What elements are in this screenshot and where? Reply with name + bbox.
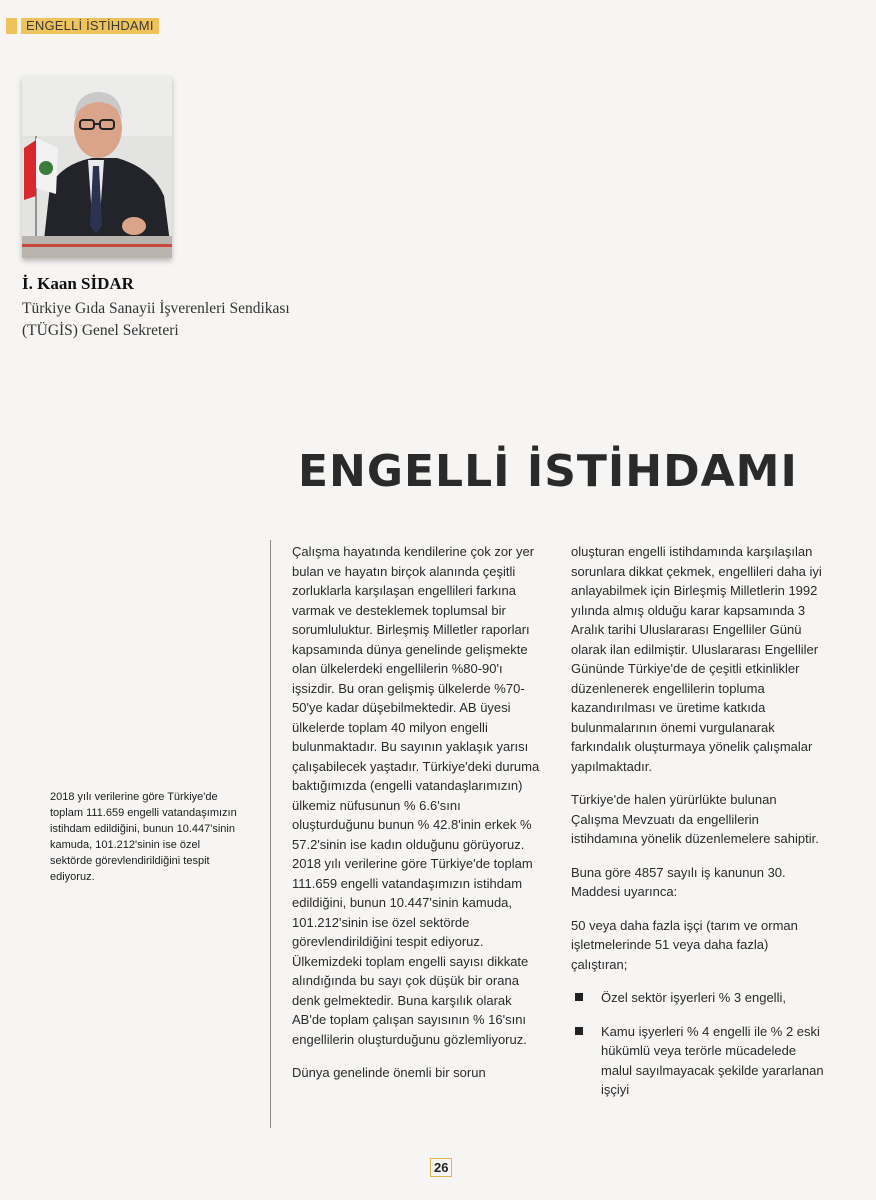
column-2-paragraph-3: Buna göre 4857 sayılı iş kanunun 30. Maddesi uyarınca: <box>571 864 786 899</box>
quota-list-item: Kamu işyerleri % 4 engelli ile % 2 eski hükümlü veya terörle mücadelede malul sayılmayacak şekilde yararlanan işçiyi <box>571 1022 826 1100</box>
author-role <box>22 298 322 342</box>
author-name: İ. Kaan SİDAR <box>22 274 134 293</box>
quota-list <box>571 988 826 1100</box>
article-headline: ENGELLİ İSTİHDAMI <box>298 446 798 497</box>
section-tag-label: ENGELLİ İSTİHDAMI <box>21 18 159 34</box>
page-number: 26 <box>430 1158 452 1177</box>
column-divider <box>270 540 271 1128</box>
section-tag <box>6 18 159 34</box>
article-column-2 <box>571 542 826 1114</box>
quota-list-item: Özel sektör işyerleri % 3 engelli, <box>571 988 826 1008</box>
author-role-line-2: (TÜGİS) Genel Sekreteri <box>22 322 179 339</box>
column-1-paragraph-1: Çalışma hayatında kendilerine çok zor yer bulan ve hayatın birçok alanında çeşitli zorluklarla karşılaşan engellileri farkına varmak ve desteklemek toplumsal bir sorumluluktur. Birleşmiş Milletler raporları kapsamında dünya genelinde gelişmekte olan ülkelerdeki engellilerin %80-90'ı işsizdir. Bu oran gelişmiş ülkelerde %70-50'ye kadar düşebilmektedir. AB üyesi ülkelerde toplam 40 milyon engelli bulunmaktadır. Bu sayının yaklaşık yarısı çalışabilecek yaştadır. Türkiye'deki duruma baktığımızda (engelli vatandaşlarımızın) ülkemiz nüfusunun % 6.6'sını oluşturduğunu bunun % 42.8'inin erkek % 57.2'sinin ise kadın olduğunu görüyoruz. 2018 yılı verilerine göre Türkiye'de toplam 111.659 engelli vatandaşımızın istihdam edildiğini, bunun 10.447'sinin kamuda, 101.212'sinin ise özel sektörde görevlendirildiğini tespit ediyoruz. Ülkemizdeki toplam engelli sayısı dikkate alındığında bu sayı çok düşük bir orana denk gelmektedir. Buna karşılık olarak AB'de toplam çalışan sayısının % 16'sını engellilerin oluşturduğunu gözlemliyoruz. <box>292 544 540 1047</box>
pull-quote: 2018 yılı verilerine göre Türkiye'de toplam 111.659 engelli vatandaşımızın istihdam edildiğini, bunun 10.447'sinin kamuda, 101.212'sinin ise özel sektörde görevlendirildiğini tespit ediyoruz. <box>50 791 237 883</box>
column-1-paragraph-2: Dünya genelinde önemli bir sorun <box>292 1065 486 1080</box>
column-2-paragraph-1: oluşturan engelli istihdamında karşılaşılan sorunlara dikkat çekmek, engellileri daha iyi anlayabilmek için Birleşmiş Milletlerin 1992 yılında almış olduğu karar kapsamında 3 Aralık tarihi Uluslararası Engelliler Günü olarak ilan edilmiştir. Uluslararası Engelliler Gününde Türkiye'de de çeşitli etkinlikler düzenlenerek engellilerin topluma kazandırılması ve üretime katkıda bulunmalarının önemi vurgulanarak farkındalık oluşturmaya yönelik çalışmalar yapılmaktadır. <box>571 544 822 774</box>
author-photo <box>22 76 172 258</box>
author-role-line-1: Türkiye Gıda Sanayii İşverenleri Sendikası <box>22 300 290 317</box>
article-column-1 <box>292 542 542 1097</box>
column-2-paragraph-4: 50 veya daha fazla işçi (tarım ve orman işletmelerinde 51 veya daha fazla) çalıştıran; <box>571 917 798 972</box>
column-2-paragraph-2: Türkiye'de halen yürürlükte bulunan Çalışma Mevzuatı da engellilerin istihdamına yönelik düzenlemelere sahiptir. <box>571 792 819 846</box>
author-photo-illustration <box>22 76 172 258</box>
section-tag-swatch <box>6 18 17 34</box>
